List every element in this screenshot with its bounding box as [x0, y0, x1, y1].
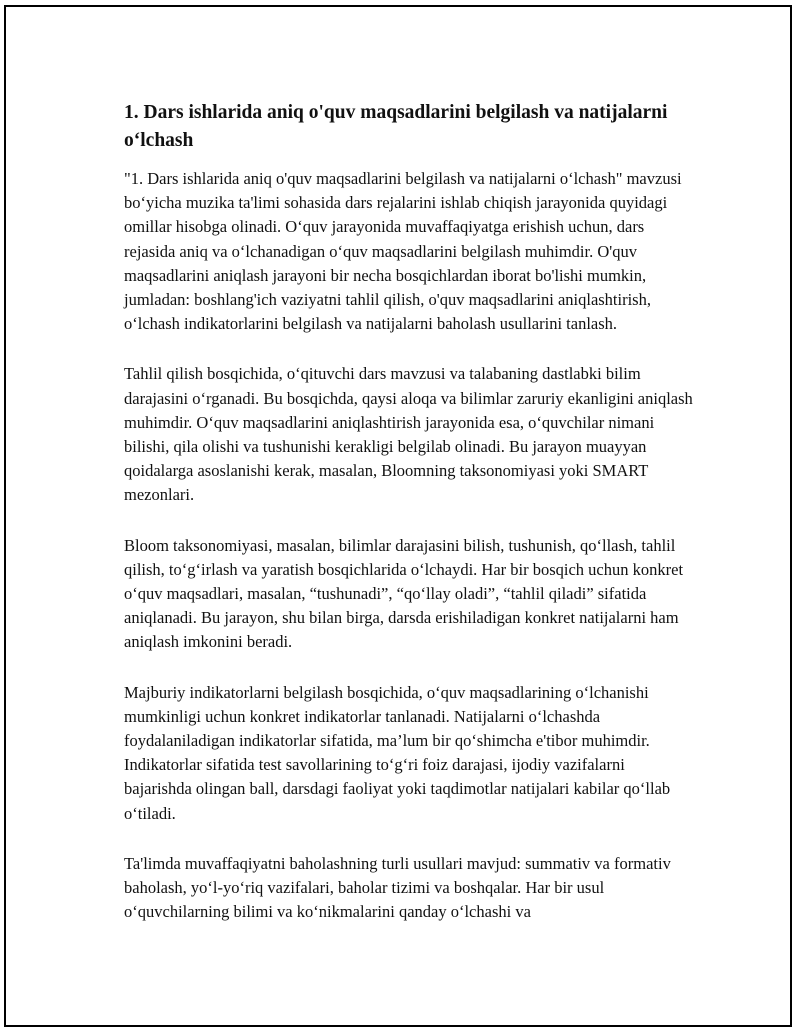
paragraph: Ta'limda muvaffaqiyatni baholashning turli usullari mavjud: summativ va formativ baholash, yo‘l-yo‘riq vazifalari, baholar tizimi va boshqalar. Har bir usul o‘quvchilarning bilimi va ko‘nikmalarini qanday o‘lchashi va: [124, 853, 671, 922]
paragraph: Bloom taksonomiyasi, masalan, bilimlar darajasini bilish, tushunish, qo‘llash, tahlil qilish, to‘g‘irlash va yaratish bosqichlarida o‘lchaydi. Har bir bosqich uchun konkret o‘quv maqsadlari, masalan, “tushunadi”, “qo‘llay oladi”, “tahlil qiladi” sifatida aniqlanadi. Bu jarayon, shu bilan birga, darsda erishiladigan konkret natijalarni ham aniqlash imkonini beradi.: [124, 535, 684, 652]
paragraph: Tahlil qilish bosqichida, o‘qituvchi dars mavzusi va talabaning dastlabki bilim darajasini o‘rganadi. Bu bosqichda, qaysi aloqa va bilimlar zaruriy ekanligini aniqlash muhimdir. O‘quv maqsadlarini aniqlashtirish jarayonida esa, o‘quvchilar nimani bilishi, qila olishi va tushunishi kerakligi belgilab olinadi. Bu jarayon muayyan qoidalarga asoslanishi kerak, masalan, Bloomning taksonomiyasi yoki SMART mezonlari.: [124, 364, 693, 505]
paragraph: "1. Dars ishlarida aniq o'quv maqsadlarini belgilash va natijalarni o‘lchash" mavzusi bo‘yicha muzika ta'limi sohasida dars rejalarini ishlab chiqish jarayonida quyidagi omillar hisobga olinadi. O‘quv jarayonida muvaffaqiyatga erishish uchun, dars rejasida aniq va o‘lchanadigan o‘quv maqsadlarini belgilash muhimdir. O'quv maqsadlarini aniqlash jarayoni bir necha bosqichlardan iborat bo'lishi mumkin, jumladan: boshlang'ich vaziyatni tahlil qilish, o'quv maqsadlarini aniqlashtirish, o‘lchash indikatorlarini belgilash va natijalarni baholash usullarini tanlash.: [124, 169, 682, 334]
document-title: 1. Dars ishlarida aniq o'quv maqsadlarini belgilash va natijalarni o‘lchash: [124, 102, 668, 151]
page-frame: [4, 5, 792, 1027]
document-body: [124, 99, 696, 950]
paragraph: Majburiy indikatorlarni belgilash bosqichida, o‘quv maqsadlarining o‘lchanishi mumkinligi uchun konkret indikatorlar tanlanadi. Natijalarni o‘lchashda foydalaniladigan indikatorlar sifatida, ma’lum bir qo‘shimcha e'tibor muhimdir. Indikatorlar sifatida test savollarining to‘g‘ri foiz darajasi, ijodiy vazifalarni bajarishda olingan ball, darsdagi faoliyat yoki taqdimotlar natijalari kabilar qo‘llab o‘tiladi.: [124, 682, 671, 823]
